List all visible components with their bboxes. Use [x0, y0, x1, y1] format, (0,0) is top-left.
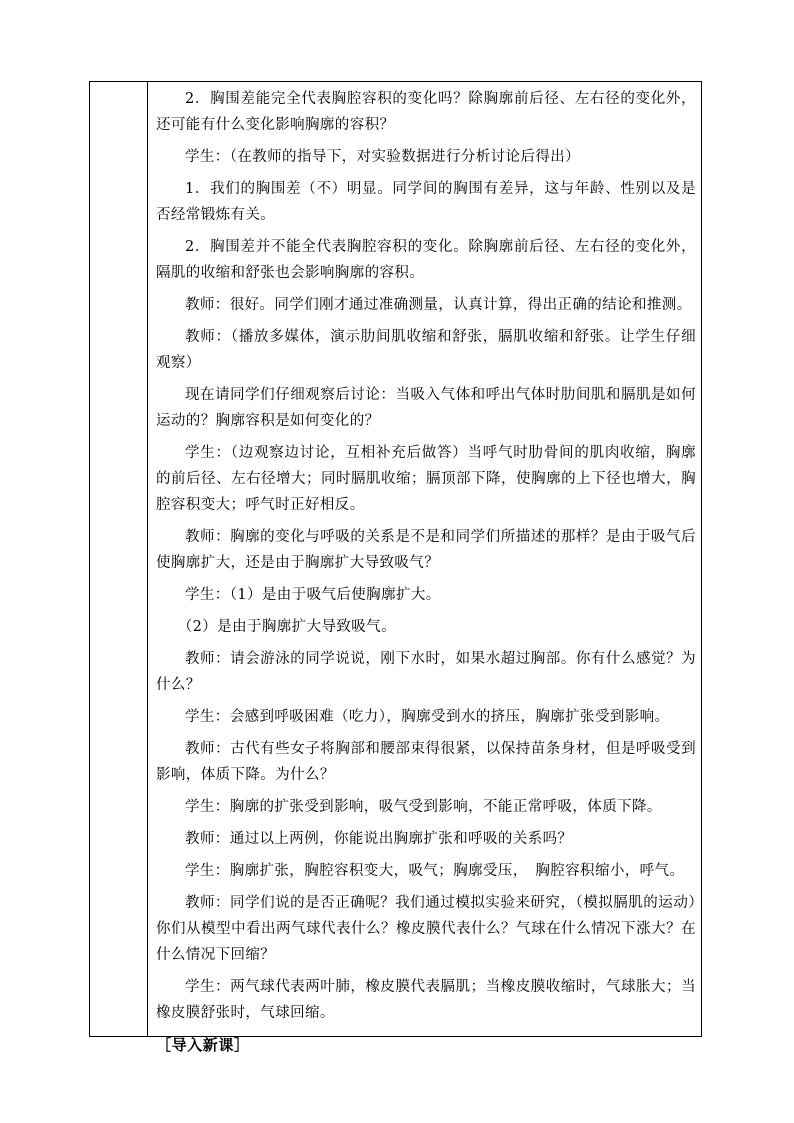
- paragraph-student-ancient: 学生：胸廓的扩张受到影响，吸气受到影响，不能正常呼吸，体质下降。: [185, 799, 662, 815]
- lesson-content-cell: [156, 86, 696, 1054]
- section-heading-new-lesson: ［导入新课］: [156, 1036, 250, 1054]
- paragraph-teacher-swimming: 教师：请会游泳的同学说说，刚下水时，如果水超过胸部。你有什么感觉？为什么？: [156, 651, 696, 693]
- paragraph-student-model: 学生：两气球代表两叶肺，橡皮膜代表膈肌；当橡皮膜收缩时，气球胀大；当橡皮膜舒张时，气球回缩。: [156, 979, 696, 1021]
- lesson-table: [89, 81, 702, 1054]
- paragraph-student-swimming: 学生：会感到呼吸困难（吃力），胸廓受到水的挤压，胸廓扩张受到影响。: [185, 709, 670, 725]
- paragraph-teacher-question: 教师：胸廓的变化与呼吸的关系是不是和同学们所描述的那样？是由于吸气后使胸廓扩大，还是由于胸廓扩大导致吸气？: [156, 529, 696, 571]
- paragraph-answer-2: 2．胸围差并不能全代表胸腔容积的变化。除胸廓前后径、左右径的变化外，隔肌的收缩和舒张也会影响胸廓的容积。: [156, 239, 696, 281]
- paragraph-teacher-relation: 教师：通过以上两例，你能说出胸廓扩张和呼吸的关系吗？: [185, 831, 573, 847]
- paragraph-question-2: 2．胸围差能完全代表胸腔容积的变化吗？除胸廓前后径、左右径的变化外，还可能有什么变化影响胸廓的容积？: [156, 91, 696, 133]
- paragraph-discussion-prompt: 现在请同学们仔细观察后讨论：当吸入气体和呼出气体时肋间肌和膈肌是如何运动的？胸廓容积是如何变化的？: [156, 387, 696, 429]
- paragraph-student-relation: 学生：胸廓扩张，胸腔容积变大，吸气；胸廓受压， 胸腔容积缩小，呼气。: [185, 863, 685, 879]
- column-divider: [147, 82, 148, 1036]
- paragraph-teacher-praise: 教师：很好。同学们刚才通过准确测量，认真计算，得出正确的结论和推测。: [185, 297, 692, 313]
- paragraph-student-option-1: 学生：（1）是由于吸气后使胸廓扩大。: [185, 587, 441, 603]
- paragraph-teacher-model: 教师：同学们说的是否正确呢？我们通过模拟实验来研究，（模拟膈肌的运动）你们从模型中看出两气球代表什么？橡皮膜代表什么？气球在什么情况下涨大？在什么情况下回缩？: [156, 895, 696, 963]
- paragraph-answer-1: 1．我们的胸围差（不）明显。同学间的胸围有差异，这与年龄、性别以及是否经常锻炼有关。: [156, 181, 696, 223]
- paragraph-student-option-2: （2）是由于胸廓扩大导致吸气。: [177, 619, 396, 635]
- paragraph-teacher-multimedia: 教师：（播放多媒体，演示肋间肌收缩和舒张，膈肌收缩和舒张。让学生仔细观察）: [156, 329, 696, 371]
- paragraph-teacher-ancient: 教师：古代有些女子将胸部和腰部束得很紧，以保持苗条身材，但是呼吸受到影响，体质下降。为什么？: [156, 741, 696, 783]
- paragraph-student-observation: 学生：（边观察边讨论，互相补充后做答）当呼气时肋骨间的肌肉收缩，胸廓的前后径、左右径增大；同时膈肌收缩；膈顶部下降，使胸廓的上下径也增大，胸腔容积变大；呼气时正好相反。: [156, 445, 696, 513]
- paragraph-student-intro: 学生：（在教师的指导下，对实验数据进行分析讨论后得出）: [185, 149, 581, 165]
